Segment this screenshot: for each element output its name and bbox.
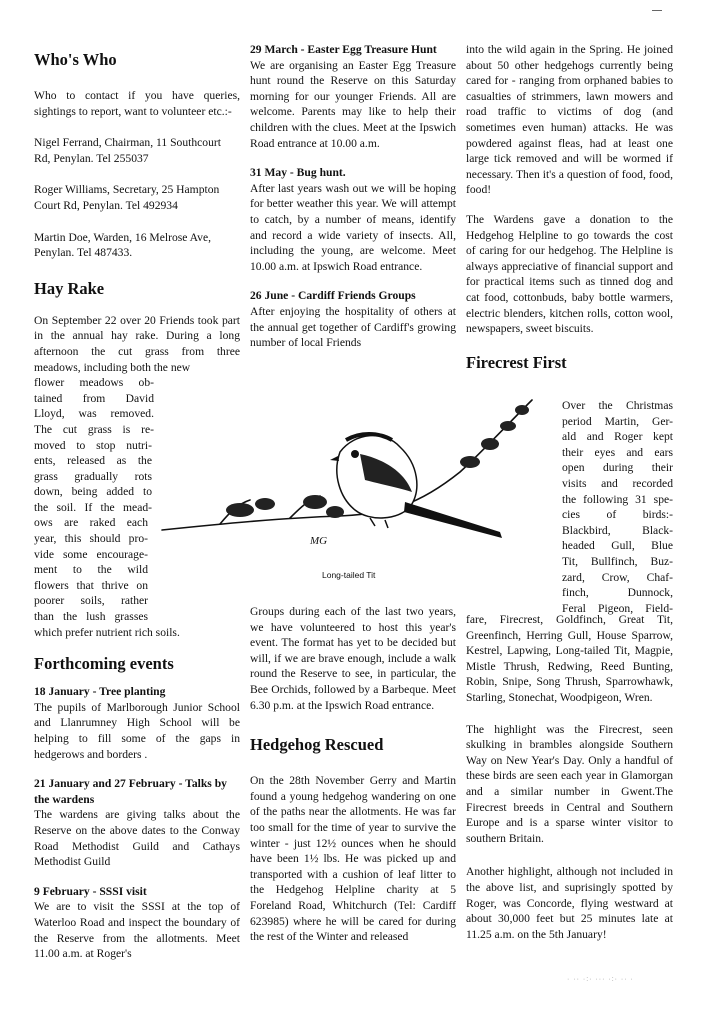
event-body: We are to visit the SSSI at the top of Waterloo Road and inspect the boundary of the Reserve from the allotments. Meet 11.00 a.m. at Roger's: [34, 900, 240, 961]
contact-warden: Martin Doe, Warden, 16 Melrose Ave, Penylan. Tel 487433.: [34, 230, 212, 260]
hay-rake-line: The cut grass is re-: [34, 422, 154, 436]
hay-rake-line: the soil. If the mead-: [34, 500, 152, 514]
long-tailed-tit-illustration: [160, 392, 540, 572]
bird: [330, 434, 502, 538]
firecrest-line: zard, Crow, Chaf-: [562, 570, 673, 584]
firecrest-line: visits and recorded: [562, 476, 673, 490]
event-body: The pupils of Marlborough Junior School and Llanrumney High School will be helping to fill some of the gaps in hedgerows and borders .: [34, 700, 240, 761]
hay-rake-line: which prefer nutrient rich soils.: [34, 625, 180, 639]
hay-rake-line: flower meadows ob-: [34, 376, 154, 390]
event-heading: 29 March - Easter Egg Treasure Hunt: [250, 43, 437, 56]
hay-rake-line: ows are raked each: [34, 516, 148, 530]
hay-rake-line: Lloyd, was removed.: [34, 407, 154, 421]
event-body: We are organising an Easter Egg Treasure hunt round the Reserve on this Saturday morning for our younger Friends. All are welcome. Parents may like to help their children with the clues. Meet at the Ipswich Road entrance at 10.00 a.m.: [250, 58, 456, 150]
firecrest-line: the following 31 spe-: [562, 492, 673, 506]
hedgehog-p2: The Wardens gave a donation to the Hedgehog Helpline to go towards the cost of caring for our hedgehog. The Helpline is always appreciative of financial support and for practical items such as tinned dog and cat food, cottonbuds, baby bottle warmers, electric blenders, kitchen rolls, cotton wool, newspapers, sweet biscuits.: [466, 212, 673, 336]
event-heading: 31 May - Bug hunt.: [250, 166, 346, 180]
hay-rake-line: tained from David: [34, 391, 154, 405]
whos-who-intro: Who to contact if you have queries, sightings to report, want to volunteer etc.:-: [34, 89, 240, 118]
firecrest-continued: [466, 612, 673, 942]
hay-rake-line: poorer soils, rather: [34, 594, 148, 608]
hay-rake-title: Hay Rake: [34, 278, 105, 298]
event-heading: 21 January and 27 February - Talks by the wardens: [34, 777, 227, 806]
event-continuation: [250, 604, 456, 945]
firecrest-wrap: [562, 398, 673, 616]
firecrest-line: cies of birds:-: [562, 508, 673, 522]
bird-list-continued: fare, Firecrest, Goldfinch, Great Tit, Greenfinch, Herring Gull, House Sparrow, Kestrel, Lapwing, Long-tailed Tit, Magpie, Mistle Thrush, Redwing, Reed Bunting, Robin, Snipe, Song Thrush, Sparrowhawk, Starling, Stonechat, Woodpigeon, Wren.: [466, 613, 673, 704]
hay-rake-line: than the lush grasses: [34, 610, 148, 624]
firecrest-line: Feral Pigeon, Field-: [562, 601, 673, 615]
artist-initials: MG: [310, 535, 328, 547]
event-body: After last years wash out we will be hoping for better weather this year. We will attempt to catch, by a number of means, identify and record a wide variety of insects. All, including the young, are welcome. Meet 10.00 a.m. at Ipswich Road entrance.: [250, 181, 456, 273]
firecrest-line: Blackbird, Black-: [562, 523, 673, 537]
firecrest-line: Over the Christmas: [562, 399, 673, 412]
illustration-caption: Long-tailed Tit: [322, 570, 376, 580]
event-heading: 9 February - SSSI visit: [34, 884, 147, 898]
firecrest-line: headed Gull, Blue: [562, 539, 673, 553]
hay-rake-line: vide some encourage-: [34, 547, 148, 561]
firecrest-line: their eyes and ears: [562, 445, 673, 459]
firecrest-line: open during their: [562, 461, 673, 475]
firecrest-p3: Another highlight, although not included in the above list, and suprisingly spotted by Roger, was Concorde, flying westward at about 30,000 feet but 25 minutes late at 11.25 a.m. on the 5th January!: [466, 865, 673, 941]
hedgehog-title: Hedgehog Rescued: [250, 735, 384, 755]
cardiff-groups-continued: Groups during each of the last two years, we have volunteered to host this year's event. The format has yet to be decided but will, if we are brave enough, include a walk round the Reserve to see, in particular, the Bee Orchids, followed by a Barbeque. Meet 6.30 p.m. at the Ipswich Road entrance.: [250, 605, 456, 712]
firecrest-title: Firecrest First: [466, 352, 567, 372]
hay-rake-line: flowers that thrive on: [34, 578, 148, 592]
hay-rake-line: ents, released as the: [34, 454, 152, 468]
hay-rake-line: year, this should pro-: [34, 532, 148, 546]
page-mark: [652, 10, 662, 11]
event-body: The wardens are giving talks about the Reserve on the above dates to the Conway Road Methodist Guild and Cathays Methodist Guild: [34, 808, 240, 869]
event-heading: 26 June - Cardiff Friends Groups: [250, 289, 416, 303]
hay-rake-line: grass gradually rots: [34, 469, 152, 483]
hay-rake-line: down, being added to: [34, 485, 152, 499]
scan-smudge: · ·· ·:· ··· ·:· ·· ·: [567, 976, 634, 983]
hay-rake-line: moved to stop nutri-: [34, 438, 152, 452]
hay-rake-text: On September 22 over 20 Friends took part in the annual hay rake. During a long afternoon the cut grass from three meadows, including both the new: [34, 313, 240, 374]
hay-rake-line: ment to the wild: [34, 563, 148, 577]
firecrest-line: period Martin, Ger-: [562, 414, 673, 428]
firecrest-p2: The highlight was the Firecrest, seen skulking in brambles alongside Southern Way on New Year's Day. Only a handful of these birds are seen each year in Glamorgan and a similar number in Gwent.The Firecrest breeds in Central and Southern Europe and is a sparse winter visitor to southern Britain.: [466, 722, 673, 845]
whos-who-title: Who's Who: [34, 50, 117, 69]
column-middle: [250, 42, 456, 351]
column-right: [466, 42, 673, 373]
event-body: After enjoying the hospitality of others at the annual get together of Cardiff's growing number of local Friends: [250, 304, 456, 350]
contact-secretary: Roger Williams, Secretary, 25 Hampton Court Rd, Penylan. Tel 492934: [34, 183, 220, 212]
event-heading: 18 January - Tree planting: [34, 685, 166, 699]
forthcoming-title: Forthcoming events: [34, 654, 174, 674]
hedgehog-p1-continued: into the wild again in the Spring. He joined about 50 other hedgehogs currently being cared for - ranging from orphaned babies to casualties of strimmers, lawn mowers and road traffic to victims of dog (and sometimes even human) attacks. He was powdered against fleas, had at least one large tick removed and will be wormed if necessary. Then it's a question of food, food, food!: [466, 43, 673, 197]
contact-chairman: Nigel Ferrand, Chairman, 11 Southcourt Rd, Penylan. Tel 255037: [34, 136, 221, 165]
hedgehog-p1: On the 28th November Gerry and Martin found a young hedgehog wandering on one of the paths near the allotments. He was far too small for the time of year to survive the winter - just 12½ ounces when he should have been 1½ lbs. He was picked up and transported with a cushion of leaf litter to the Hedgehog Helpline charity at 5 Foreland Road, Whitchurch (Tel: Cardiff 623985) where he will be cared for during the rest of the Winter and released: [250, 774, 456, 944]
firecrest-line: finch, Dunnock,: [562, 586, 673, 600]
firecrest-line: ald and Roger kept: [562, 430, 673, 444]
firecrest-line: Tit, Bullfinch, Buz-: [562, 554, 673, 568]
